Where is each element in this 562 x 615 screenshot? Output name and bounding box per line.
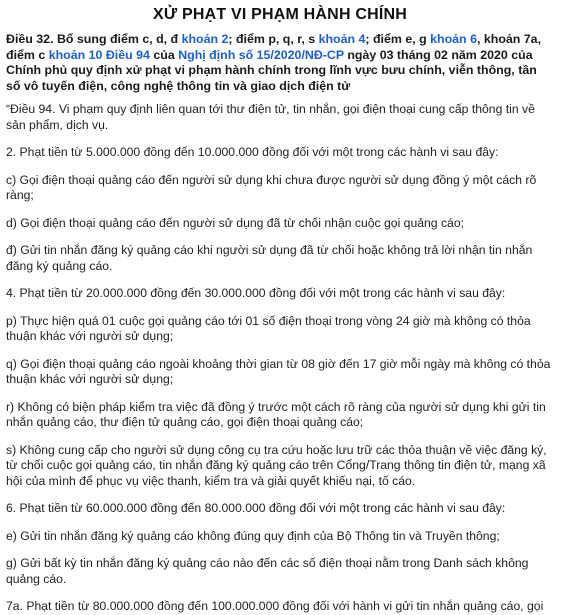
paragraph-khoan-6: 6. Phạt tiền từ 60.000.000 đồng đến 80.000.000 đồng đối với một trong các hành vi sau đây:: [6, 501, 506, 515]
article-text: ngày 03 tháng 02 năm 2020 của Chính phủ quy định xử phạt vi phạm hành chính trong lĩnh vực bưu chính, viễn thông, tần số vô tuyến điện, công nghệ thông tin và giao dịch điện tử: [6, 47, 537, 93]
paragraph-dieu-94: “Điều 94. Vi phạm quy định liên quan tới thư điện tử, tin nhắn, gọi điện thoại cung cấp thông tin về sản phẩm, dịch vụ.: [6, 102, 535, 132]
paragraph-diem-q: q) Gọi điện thoại quảng cáo ngoài khoảng thời gian từ 08 giờ đến 17 giờ mỗi ngày mà không có thỏa thuận khác với người sử dụng;: [6, 356, 551, 386]
link-khoan-4[interactable]: khoản 4: [318, 32, 366, 46]
document-title: XỬ PHẠT VI PHẠM HÀNH CHÍNH: [152, 6, 408, 23]
paragraph-diem-dd: đ) Gửi tin nhắn đăng ký quảng cáo khi người sử dụng đã từ chối hoặc không trả lời nhận tin nhắn đăng ký quảng cáo.: [6, 243, 533, 273]
paragraph-diem-e: e) Gửi tin nhắn đăng ký quảng cáo không đúng quy định của Bộ Thông tin và Truyền thông;: [6, 528, 500, 543]
article-text: , khoản 7a, điểm c: [6, 32, 542, 62]
article-text: của: [149, 47, 179, 62]
link-khoan-10-dieu-94[interactable]: khoản 10 Điều 94: [48, 47, 150, 62]
paragraph-khoan-4: 4. Phạt tiền từ 20.000.000 đồng đến 30.000.000 đồng đối với một trong các hành vi sau đây:: [6, 286, 506, 300]
paragraph-diem-p: p) Thực hiện quá 01 cuộc gọi quảng cáo tới 01 số điện thoại trong vòng 24 giờ mà không có thỏa thuận khác với người sử dụng;: [6, 313, 531, 343]
paragraph-khoan-7a: 7a. Phạt tiền từ 80.000.000 đồng đến 100.000.000 đồng đối với hành vi gửi tin nhắn quảng cáo, gọi: [6, 599, 544, 613]
link-nghi-dinh-15-2020[interactable]: Nghị định số 15/2020/NĐ-CP: [178, 47, 344, 62]
paragraph-diem-s: s) Không cung cấp cho người sử dụng công cụ tra cứu hoặc lưu trữ các thỏa thuận về việc đăng ký, từ chối cuộc gọi quảng cáo, tin nhắn đăng ký quảng cáo trên Cổng/Trang thông tin điện tử, mạng xã hội của mình để phục vụ việc thanh, kiểm tra và giải quyết khiếu nại, tố cáo.: [6, 442, 547, 488]
paragraph-diem-d: d) Gọi điện thoại quảng cáo đến người sử dụng đã từ chối nhận cuộc gọi quảng cáo;: [6, 215, 464, 230]
paragraph-khoan-2: 2. Phạt tiền từ 5.000.000 đồng đến 10.000.000 đồng đối với một trong các hành vi sau đây:: [6, 145, 499, 159]
paragraph-diem-r: r) Không có biện pháp kiểm tra việc đã đồng ý trước một cách rõ ràng của người sử dụng khi gửi tin nhắn quảng cáo, thư điện tử quảng cáo, gọi điện thoại quảng cáo;: [6, 399, 546, 429]
article-text: Điều 32. Bổ sung điểm c, d, đ: [6, 32, 182, 46]
article-text: ; điểm e, g: [365, 32, 431, 46]
paragraph-diem-g: g) Gửi bất kỳ tin nhắn đăng ký quảng cáo nào đến các số điện thoại nằm trong Danh sách không quảng cáo.: [6, 556, 529, 586]
paragraph-diem-c: c) Gọi điện thoại quảng cáo đến người sử dụng khi chưa được người sử dụng đồng ý một cách rõ ràng;: [6, 172, 537, 202]
link-khoan-2[interactable]: khoản 2: [181, 32, 229, 46]
article-text: ; điểm p, q, r, s: [228, 32, 319, 46]
link-khoan-6[interactable]: khoản 6: [430, 32, 477, 46]
article-heading: [6, 32, 554, 94]
